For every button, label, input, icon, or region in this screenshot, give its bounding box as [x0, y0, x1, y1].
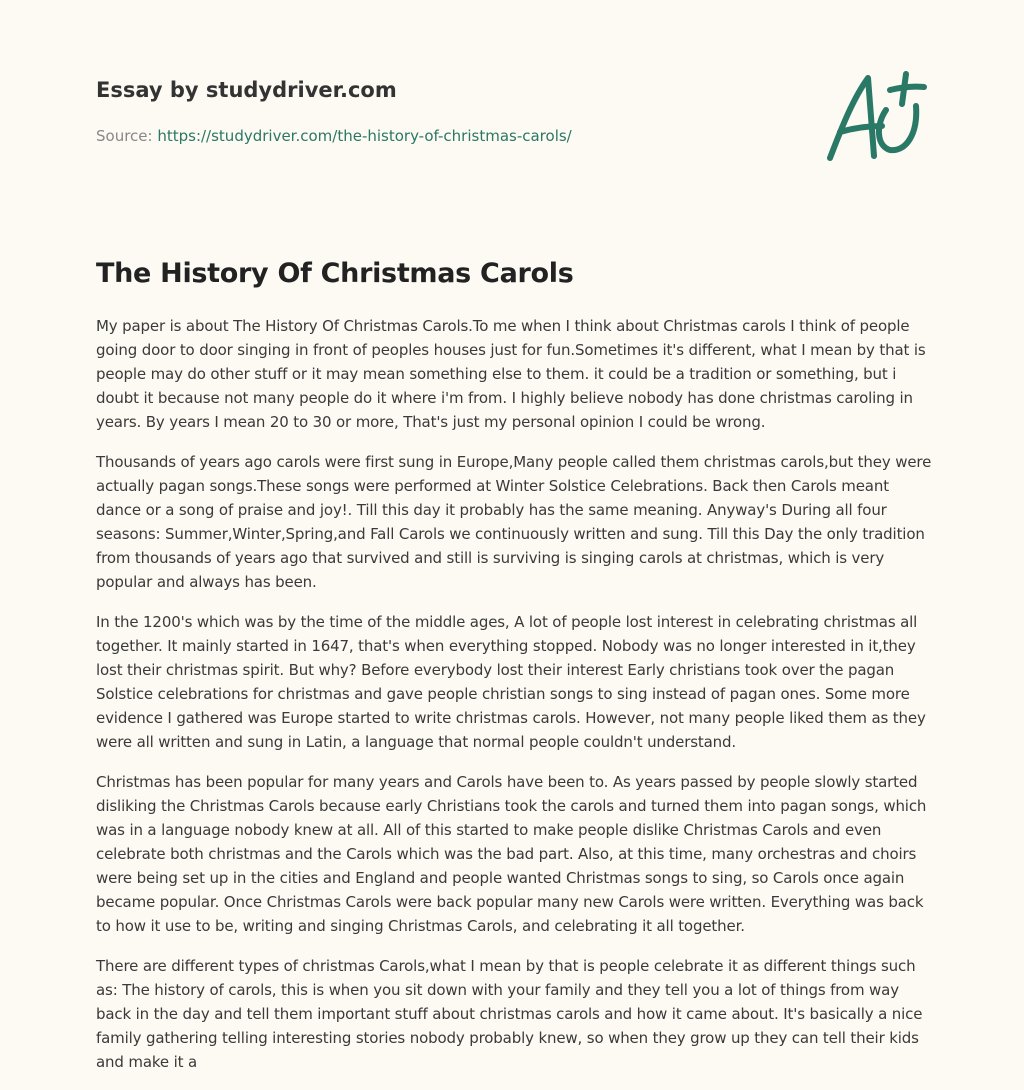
essay-body: [96, 314, 932, 1090]
essay-paragraph-5: There are different types of christmas Carols,what I mean by that is people celebrate it as different things such as: The history of carols, this is when you sit down with your family and they tell you a lot of things from way back in the day and tell them important stuff about christmas carols and how it came about. It's basically a nice family gathering telling interesting stories nobody probably knew, so when they grow up they can tell their kids and make it a: [96, 957, 923, 1071]
source-link[interactable]: https://studydriver.com/the-history-of-christmas-carols/: [157, 127, 572, 145]
essay-paragraph-1: My paper is about The History Of Christmas Carols.To me when I think about Christmas carols I think of people going door to door singing in front of peoples houses just for fun.Sometimes it's different, what I mean by that is people may do other stuff or it may mean something else to them. it could be a tradition or something, but i doubt it because not many people do it where i'm from. I highly believe nobody has done christmas caroling in years. By years I mean 20 to 30 or more, That's just my personal opinion I could be wrong.: [96, 317, 926, 431]
source-label: Source:: [96, 127, 158, 145]
essay-title: The History Of Christmas Carols: [96, 258, 574, 289]
essay-paragraph-3: In the 1200's which was by the time of the middle ages, A lot of people lost interest in celebrating christmas all together. It mainly started in 1647, that's when everything stopped. Nobody was no longer interested in it,they lost their christmas spirit. But why? Before everybody lost their interest Early christians took over the pagan Solstice celebrations for christmas and gave people christian songs to sing instead of pagan ones. Some more evidence I gathered was Europe started to write christmas carols. However, not many people liked them as they were all written and sung in Latin, a language that normal people couldn't understand.: [96, 613, 926, 751]
site-title: Essay by studydriver.com: [96, 78, 397, 102]
essay-paragraph-4: Christmas has been popular for many years and Carols have been to. As years passed by people slowly started disliking the Christmas Carols because early Christians took the carols and turned them into pagan songs, which was in a language nobody knew at all. All of this started to make people dislike Christmas Carols and even celebrate both christmas and the Carols which was the bad part. Also, at this time, many orchestras and choirs were being set up in the cities and England and people wanted Christmas songs to sing, so Carols once again became popular. Once Christmas Carols were back popular many new Carols were written. Everything was back to how it use to be, writing and singing Christmas Carols, and celebrating it all together.: [96, 773, 927, 935]
a-plus-logo-icon: [818, 66, 934, 170]
source-line: [96, 126, 796, 146]
essay-header: [96, 74, 796, 146]
essay-paragraph-2: Thousands of years ago carols were first sung in Europe,Many people called them christmas carols,but they were actually pagan songs.These songs were performed at Winter Solstice Celebrations. Back then Carols meant dance or a song of praise and joy!. Till this day it probably has the same meaning. Anyway's During all four seasons: Summer,Winter,Spring,and Fall Carols we continuously written and sung. Till this Day the only tradition from thousands of years ago that survived and still is surviving is singing carols at christmas, which is very popular and always has been.: [96, 453, 932, 591]
